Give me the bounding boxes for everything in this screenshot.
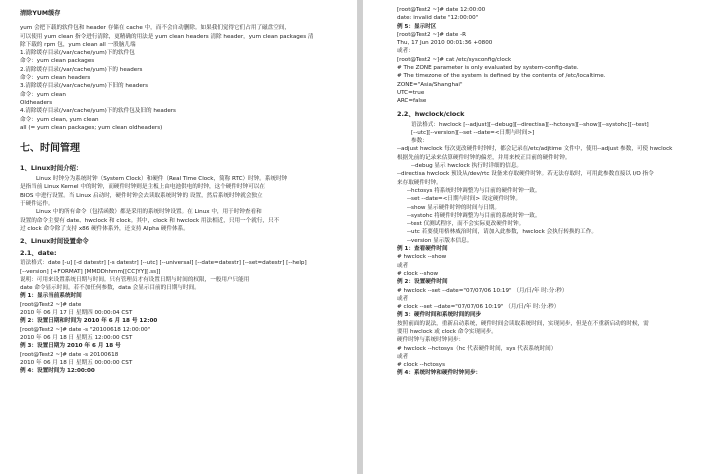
param-line: --utc 若要使用格林威治时间，请加入此参数，hwclock 会执行转换的工作。 <box>407 229 597 236</box>
param-line: --version 显示版本信息。 <box>407 237 473 244</box>
param-line: 来存取硬件时钟。 <box>397 179 442 186</box>
right-page <box>362 0 720 474</box>
param-line: --show 显示硬件时钟的时间与日期。 <box>407 204 500 211</box>
subsection-title: 2.1、date: <box>20 249 57 258</box>
yum-line: 命令：yum clean headers <box>20 75 91 82</box>
example-line: 要用 hwclock 或 clock 命令实现同步。 <box>397 328 497 335</box>
date-syntax-line: [--version] [+FORMAT] [MMDDhhmm[[CC]YY][.ss]] <box>20 268 161 275</box>
param-line: --test 仅测试程序，而不会实际更改硬件时钟。 <box>407 221 525 228</box>
timezone-line: UTC=true <box>397 89 425 96</box>
date-syntax-line: date 命令显示时间。若不加任何参数，data 会显示目前的日期与时间。 <box>20 285 200 292</box>
timezone-line: ARC=false <box>397 98 427 105</box>
timezone-line: Thu, 17 Jun 2010 00:01:36 +0800 <box>397 40 493 47</box>
param-line: --set --date=<日期与时间> 设定硬件时钟。 <box>407 196 521 203</box>
hwclock-syntax-line: 语法格式：hwclock [--adjust][--debug][--directisa][--hctosys][--show][--systohc][--test] <box>411 121 649 128</box>
param-line: --adjust hwclock 每次更改硬件时钟时，都会记录在/etc/adjtime 文件中，使用--adjust 参数，可使 hwclock <box>397 146 673 153</box>
param-line: --directisa hwclock 预设从/dev/rtc 设备来存取硬件时钟。若无法存取时，可用此参数直接以 I/O 指令 <box>397 171 654 178</box>
example-title: 例 2：设置日期和时间为 2010 年 6 月 18 号 12:00 <box>20 318 158 325</box>
example-line: # hwclock --hctosys（hc 代表硬件时间，sys 代表系统时间） <box>397 345 557 352</box>
timezone-line: ZONE="Asia/Shanghai" <box>397 81 463 88</box>
intro-line: BIOS 中进行设置。当 Linux 启动时，硬件时钟会去读取系统时钟的 设置，然后系统时钟就会独立 <box>20 192 263 199</box>
yum-paragraph-line: 除下载的 rpm 包，yum clean all 一股脑儿端 <box>20 41 136 48</box>
example-line: 2010 年 06 月 17 日 星期四 00:00:04 CST <box>20 310 133 317</box>
example-line: 或者 <box>397 295 409 302</box>
example-title: 例 4：设置时间为 12:00:00 <box>20 368 95 375</box>
section-title: 七、时间管理 <box>20 143 80 155</box>
yum-line: 2.清除缓存目录(/var/cache/yum)下的 headers <box>20 66 143 73</box>
example-line: [root@Test2 ~]# date -s 20100618 <box>20 351 119 358</box>
example-line: [root@Test2 ~]# date -s "20100618 12:00:00" <box>20 326 151 333</box>
subsection-title: 2.2、hwclock/clock <box>397 109 465 118</box>
example-title: 例 4：系统时钟和硬件时钟同步： <box>397 370 482 377</box>
yum-line: 命令：yum clean, yum clean <box>20 116 99 123</box>
subsection-title: 1、Linux时间介绍： <box>20 164 83 173</box>
yum-heading: 清除YUM缓存 <box>20 10 61 17</box>
example-line: date: invalid date "12:00:00" <box>397 15 479 22</box>
example-line: 按照前面的说法，重新启动系统，硬件时间会读取系统时间，实现同步，但是在不重新启动的时候，需 <box>397 320 649 327</box>
example-title: 例 3：硬件时间和系统时间的同步 <box>397 312 482 319</box>
hwclock-syntax-line: [--utc][--version][--set --date=<日期与时间>] <box>411 129 535 136</box>
intro-line: Linux 中的所有命令（包括函数）都是采用的系统时钟设置。在 Linux 中，用于时钟查看和 <box>36 209 262 216</box>
param-line: --hctosys 将系统时钟调整为与目前的硬件时钟一致。 <box>407 187 541 194</box>
params-label: 参数： <box>411 138 428 145</box>
example-title: 例 5：显示时区 <box>397 23 437 30</box>
yum-line: 4.清除缓存目录(/var/cache/yum)下的软件包及旧的 headers <box>20 108 176 115</box>
intro-line: Linux 时钟分为系统时钟（System Clock）和硬件（Real Time Clock，简称 RTC）时钟。系统时钟 <box>36 176 288 183</box>
intro-line: 设置的命令主要有 date、hwclock 和 clock。其中，clock 和 hwclock 用法相近，只用一个就行，只不 <box>20 217 280 224</box>
intro-line: 过 clock 命令除了支持 x86 硬件体系外，还支持 Alpha 硬件体系。 <box>20 225 189 232</box>
subsection-title: 2、Linux时间设置命令 <box>20 237 89 246</box>
timezone-line: [root@Test2 ~]# cat /etc/sysconfig/clock <box>397 56 512 63</box>
example-line: [root@Test2 ~]# date <box>20 301 82 308</box>
example-line: # clock --show <box>397 270 439 277</box>
example-line: [root@Test2 ~]# date 12:00:00 <box>397 7 486 13</box>
example-line: 或者 <box>397 262 409 269</box>
left-page <box>0 0 358 474</box>
intro-line: 是指当前 Linux Kernel 中的时钟，而硬件时钟则是主板上由电池供电的时钟，这个硬件时钟可以在 <box>20 184 265 191</box>
example-line: 2010 年 06 月 18 日 星期五 00:00:00 CST <box>20 359 133 366</box>
example-title: 例 1：查看硬件时间 <box>397 246 448 253</box>
example-line: # hwclock --show <box>397 254 447 261</box>
yum-line: all (= yum clean packages; yum clean oldheaders) <box>20 124 163 131</box>
param-line: 根据先前的记录来估算硬件时钟的偏差，并用来校正目前的硬件时钟。 <box>397 154 571 161</box>
intro-line: 于硬件运作。 <box>20 201 54 208</box>
yum-line: 命令：yum clean packages <box>20 58 95 65</box>
yum-line: 1.清除缓存目录(/var/cache/yum)下的软件包 <box>20 50 135 57</box>
timezone-line: 或者： <box>397 48 414 55</box>
yum-line: 3.清除缓存目录(/var/cache/yum)下旧的 headers <box>20 83 149 90</box>
yum-paragraph-line: 可以使用 yum clean 指令进行清除，更精确的用法是 yum clean headers 清除 header，yum clean packages 清 <box>20 33 314 40</box>
example-line: # clock --set --date="07/07/06 10:19" （月/日/年 时:分:秒） <box>397 304 560 311</box>
yum-paragraph-line: yum 会把下载的软件包和 header 存储在 cache 中，而不会自动删除。如果我们觉得它们占用了磁盘空间， <box>20 25 291 32</box>
example-line: 2010 年 06 月 18 日 星期五 12:00:00 CST <box>20 334 133 341</box>
example-line: # clock --hctosys <box>397 362 446 369</box>
timezone-line: # The timezone of the system is defined by the contents of /etc/localtime. <box>397 73 606 80</box>
param-line: --systohc 将硬件时钟调整为与目前的系统时钟一致。 <box>407 212 541 219</box>
example-title: 例 3：设置日期为 2010 年 6 月 18 号 <box>20 343 121 350</box>
param-line: --debug 显示 hwclock 执行时详细的信息。 <box>411 163 523 170</box>
yum-line: Oldheaders <box>20 99 53 106</box>
example-line: # hwclock --set --date="07/07/06 10:19" （月/日/年 时:分:秒） <box>397 287 568 294</box>
example-title: 例 1：显示当前系统时间 <box>20 293 82 300</box>
example-line: 或者 <box>397 353 409 360</box>
example-title: 例 2：设置硬件时间 <box>397 279 448 286</box>
example-line: 硬件时钟与系统时钟同步： <box>397 337 465 344</box>
date-syntax-line: 语法格式：date [-u] [-d datestr] [-s datestr] [--utc] [--universal] [--date=datestr] [--set=datestr] [--help] <box>20 260 307 267</box>
yum-line: 命令：yum clean <box>20 91 66 98</box>
date-syntax-line: 说明：可用来设置系统日期与时间。只有管理员才有设置日期与时间的权限，一般用户只能用 <box>20 276 250 283</box>
timezone-line: # The ZONE parameter is only evaluated by system-config-date. <box>397 65 579 72</box>
timezone-line: [root@Test2 ~]# date -R <box>397 31 466 38</box>
